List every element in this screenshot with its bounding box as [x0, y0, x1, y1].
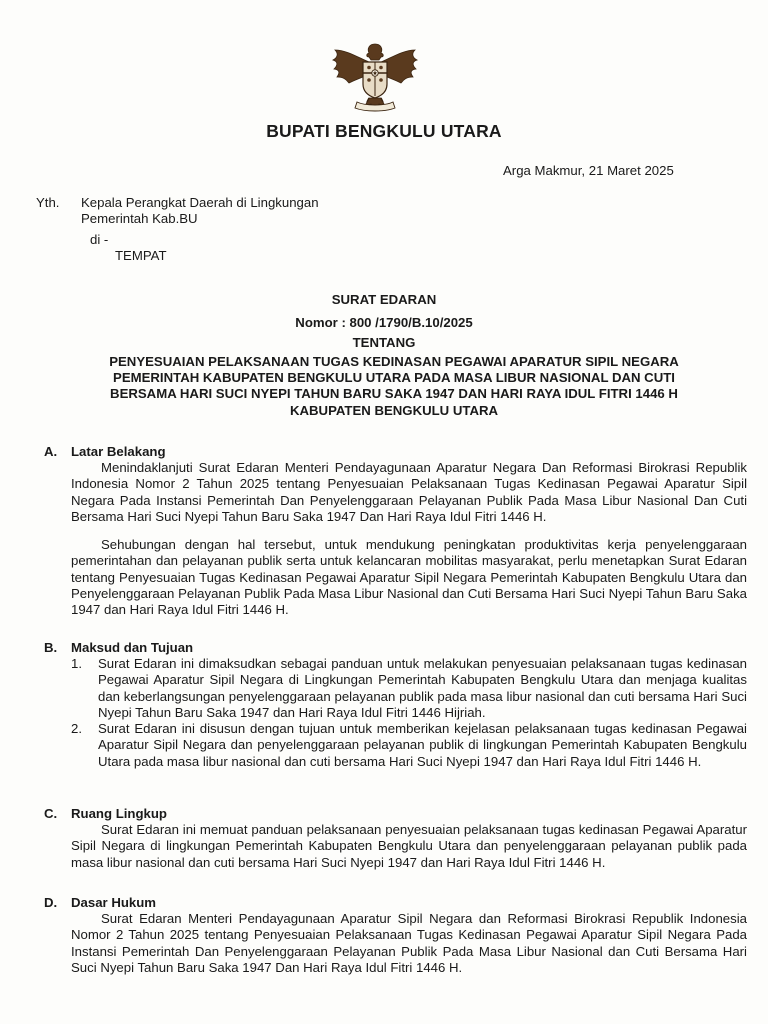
recipient-salutation: Yth. — [36, 195, 60, 210]
recipient-place: TEMPAT — [115, 248, 167, 263]
list-item-text: Surat Edaran ini dimaksudkan sebagai panduan untuk melakukan penyesuaian pelaksanaan tugas kedinasan Pegawai Aparatur Sipil Negara di Lingkungan Pemerintah Kabupaten Bengkulu Utara dan menjaga kualitas dan keberlangsungan penyelenggaraan pelayanan publik pada masa libur nasional dan cuti bersama Hari Suci Nyepi Tahun Baru Saka 1947 dan Hari Raya Idul Fitri 1446 Hijriah. — [98, 656, 747, 720]
section-letter: A. — [44, 444, 58, 459]
letter-subject — [60, 354, 728, 419]
section-d-paragraph-1: Surat Edaran Menteri Pendayagunaan Aparatur Sipil Negara dan Reformasi Birokrasi Republik Indonesia Nomor 2 Tahun 2025 tentang Penyesuaian Pelaksanaan Tugas Kedinasan Pegawai Aparatur Sipil Negara Pada Instansi Pemerintah Dan Penyelenggaraan Pelayanan Publik Pada Masa Libur Nasional dan Cuti Bersama Hari Suci Nyepi Tahun Baru Saka 1947 Dan Hari Raya Idul Fitri 1446 H. — [71, 911, 747, 975]
subject-line: PENYESUAIAN PELAKSANAAN TUGAS KEDINASAN PEGAWAI APARATUR SIPIL NEGARA — [109, 354, 679, 369]
section-b-heading — [44, 640, 193, 655]
list-item-text: Surat Edaran ini disusun dengan tujuan untuk memberikan kejelasan pelaksanaan tugas kedinasan Pegawai Aparatur Sipil Negara dan penyelenggaraan pelayanan publik di lingkungan Pemerintah Kabupaten Bengkulu Utara pada masa libur nasional dan cuti bersama Hari Suci Nyepi 1947 dan Hari Raya Idul Fitri 1446 H. — [98, 721, 747, 769]
section-a-paragraph-2: Sehubungan dengan hal tersebut, untuk mendukung peningkatan produktivitas kerja penyelenggaraan pemerintahan dan pelayanan publik serta untuk kelancaran mobilitas masyarakat, perlu menetapkan Surat Edaran tentang Penyesuaian Tugas Kedinasan Pegawai Aparatur Sipil Negara Pemerintah Kabupaten Bengkulu Utara dan Penyelenggaraan Pelayanan Publik Pada Masa Libur Nasional dan Cuti Bersama Hari Suci Nyepi Tahun Baru Saka 1947 dan Hari Raya Idul Fitri 1446 H. — [71, 537, 747, 618]
section-b-list — [71, 656, 747, 770]
garuda-emblem-icon — [329, 40, 421, 120]
section-title: Ruang Lingkup — [71, 806, 167, 821]
section-letter: D. — [44, 895, 58, 910]
section-letter: C. — [44, 806, 58, 821]
section-title: Maksud dan Tujuan — [71, 640, 194, 655]
section-a-heading — [44, 444, 166, 459]
section-letter: B. — [44, 640, 58, 655]
list-item-number: 2. — [71, 721, 82, 737]
section-a-paragraph-1: Menindaklanjuti Surat Edaran Menteri Pendayagunaan Aparatur Negara Dan Reformasi Birokrasi Republik Indonesia Nomor 2 Tahun 2025 tentang Penyesuaian Pelaksanaan Tugas Kedinasan Pegawai Aparatur Sipil Negara Pada Instansi Pemerintah Dan Penyelenggaraan Pelayanan Publik Pada Masa Libur Nasional Dan Cuti Bersama Hari Suci Nyepi Tahun Baru Saka 1947 Dan Hari Raya Idul Fitri 1446 H. — [71, 460, 747, 524]
letter-type: SURAT EDARAN — [331, 292, 437, 307]
subject-line: KABUPATEN BENGKULU UTARA — [289, 402, 499, 418]
subject-line: PEMERINTAH KABUPATEN BENGKULU UTARA PADA MASA LIBUR NASIONAL DAN CUTI — [113, 370, 675, 386]
list-item — [71, 656, 747, 721]
subject-line: BERSAMA HARI SUCI NYEPI TAHUN BARU SAKA 1947 DAN HARI RAYA IDUL FITRI 1446 H — [110, 386, 678, 402]
section-c-heading — [44, 806, 167, 821]
page-title: BUPATI BENGKULU UTARA — [266, 121, 502, 141]
section-d-heading — [44, 895, 156, 910]
recipient-di: di - — [90, 232, 109, 247]
recipient-line-2: Pemerintah Kab.BU — [81, 211, 198, 226]
recipient-line-1: Kepala Perangkat Daerah di Lingkungan — [81, 195, 319, 210]
list-item-number: 1. — [71, 656, 82, 671]
section-title: Latar Belakang — [71, 444, 166, 459]
list-item — [71, 721, 747, 770]
section-c-paragraph-1: Surat Edaran ini memuat panduan pelaksanaan penyesuaian pelaksanaan tugas kedinasan Pegawai Aparatur Sipil Negara di lingkungan Pemerintah Kabupaten Bengkulu Utara dan penyelenggaraan pelayanan publik pada masa libur nasional dan cuti bersama Hari Suci Nyepi 1947 dan Hari Raya Idul Fitri 1446 H. — [71, 822, 747, 870]
letter-number: Nomor : 800 /1790/B.10/2025 — [295, 315, 473, 330]
section-title: Dasar Hukum — [71, 895, 157, 910]
letter-about: TENTANG — [352, 335, 416, 350]
letter-date: Arga Makmur, 21 Maret 2025 — [503, 163, 674, 178]
